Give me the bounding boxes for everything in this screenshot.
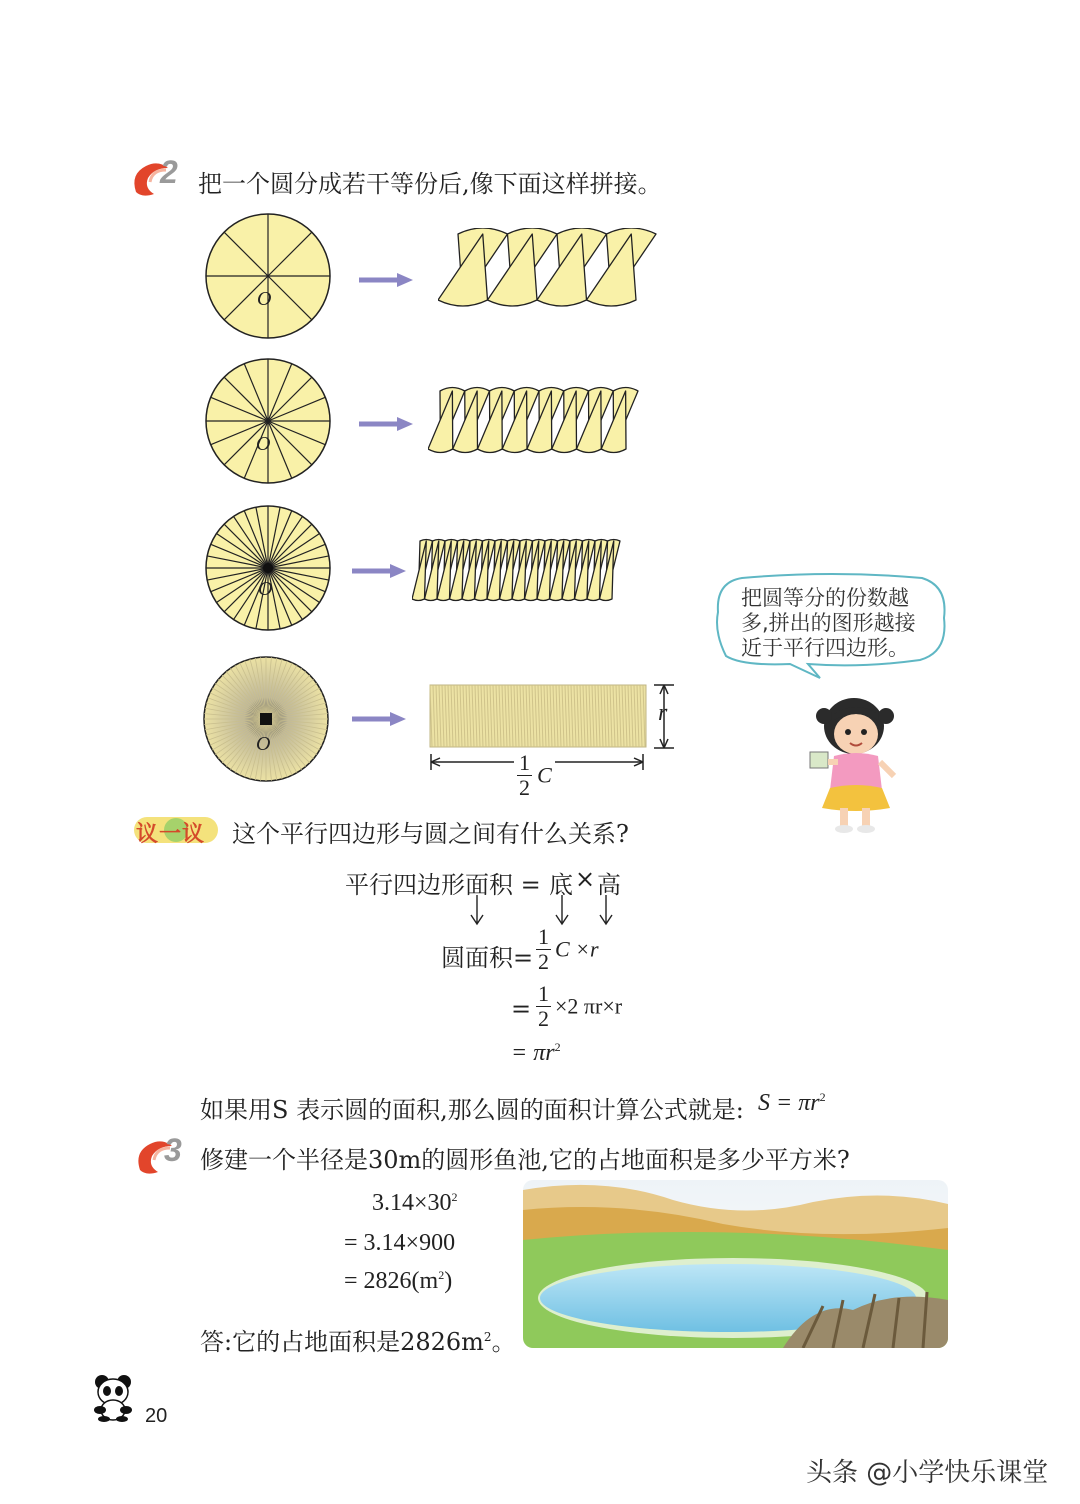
bubble-line-3: 近于平行四边形。 — [741, 636, 909, 660]
discuss-badge-label: 议一议 — [136, 822, 206, 847]
row-2-numerator: 1 — [538, 924, 549, 949]
page-number: 20 — [145, 1405, 168, 1427]
base-length-label — [514, 752, 555, 799]
bubble-line-2: 多,拼出的图形越接 — [741, 611, 916, 635]
area-formula — [758, 1090, 826, 1117]
derivation-row-2-fraction — [536, 926, 599, 973]
row-3-rest: ×2 πr×r — [555, 993, 623, 1019]
arrow-icon — [350, 709, 410, 729]
row-4-text: = πr — [511, 1040, 555, 1066]
example-3-number: 3 — [164, 1132, 182, 1168]
solution-line-3-end: ) — [444, 1268, 453, 1294]
row-3-denominator: 2 — [538, 1006, 549, 1031]
solution-line-3-text: = 2826(m — [344, 1268, 439, 1294]
derivation-row-4 — [511, 1040, 561, 1067]
example-3-text: 修建一个半径是30m的圆形鱼池,它的占地面积是多少平方米? — [200, 1146, 850, 1174]
circle-8-sectors — [203, 211, 333, 341]
answer-text: 答:它的占地面积是2826m — [200, 1328, 484, 1356]
solution-line-3-sup: 2 — [438, 1268, 445, 1282]
answer-sentence — [200, 1322, 516, 1357]
solution-line-1-text: 3.14×30 — [372, 1190, 452, 1216]
derivation-arrows — [465, 893, 625, 927]
formula-sentence: 如果用S 表示圆的面积,那么圆的面积计算公式就是: — [200, 1096, 744, 1124]
solution-line-1 — [372, 1190, 458, 1217]
derivation-row-3-eq: = — [511, 995, 532, 1023]
row-2-rest: C ×r — [555, 936, 599, 962]
circle-3-center-label: O — [258, 578, 273, 600]
derivation-height: 高 — [597, 871, 621, 899]
derivation-row-1-left: 平行四边形面积 = — [345, 871, 541, 899]
circle-1-center-label: O — [257, 288, 272, 310]
example-2-number: 2 — [160, 154, 178, 190]
circle-2-center-label: O — [256, 433, 271, 455]
derivation-times: × — [575, 865, 596, 893]
base-symbol: C — [537, 762, 552, 788]
example-2-badge — [128, 152, 192, 202]
rearranged-shape-32 — [412, 535, 624, 603]
example-2-text: 把一个圆分成若干等份后,像下面这样拼接。 — [198, 170, 662, 198]
arrow-icon — [357, 414, 417, 434]
discuss-question: 这个平行四边形与圆之间有什么关系? — [232, 820, 629, 848]
bubble-text — [741, 586, 916, 661]
circle-32-sectors — [203, 503, 333, 633]
derivation-row-2-left: 圆面积= — [441, 944, 534, 972]
circle-many-sectors — [201, 654, 331, 784]
example-3-badge — [132, 1130, 196, 1180]
arrow-icon — [357, 270, 417, 290]
girl-illustration — [804, 690, 904, 835]
circle-4-center-label: O — [256, 733, 271, 755]
solution-line-3 — [344, 1268, 452, 1295]
derivation-row-3-fraction — [536, 983, 622, 1030]
arrow-icon — [350, 561, 410, 581]
circle-16-sectors — [203, 356, 333, 486]
answer-sup: 2 — [483, 1330, 492, 1344]
rearranged-shape-16 — [428, 385, 643, 455]
base-fraction-numerator: 1 — [519, 750, 530, 775]
rearranged-shape-many — [428, 683, 650, 749]
watermark: 头条 @小学快乐课堂 — [806, 1458, 1049, 1488]
area-formula-text: S = πr — [758, 1090, 820, 1116]
row-4-sup: 2 — [554, 1040, 561, 1054]
bubble-line-1: 把圆等分的份数越 — [741, 586, 909, 610]
base-fraction-denominator: 2 — [519, 775, 530, 800]
pond-illustration — [523, 1180, 948, 1348]
derivation-base: 底 — [549, 871, 573, 899]
panda-icon — [88, 1372, 138, 1422]
row-2-denominator: 2 — [538, 949, 549, 974]
answer-end: 。 — [491, 1328, 516, 1356]
solution-line-2: = 3.14×900 — [344, 1230, 456, 1256]
solution-line-1-sup: 2 — [451, 1190, 458, 1204]
radius-label: r — [658, 700, 668, 726]
row-3-numerator: 1 — [538, 981, 549, 1006]
discuss-badge — [134, 815, 218, 845]
area-formula-sup: 2 — [819, 1090, 826, 1104]
rearranged-shape-8 — [438, 228, 663, 310]
